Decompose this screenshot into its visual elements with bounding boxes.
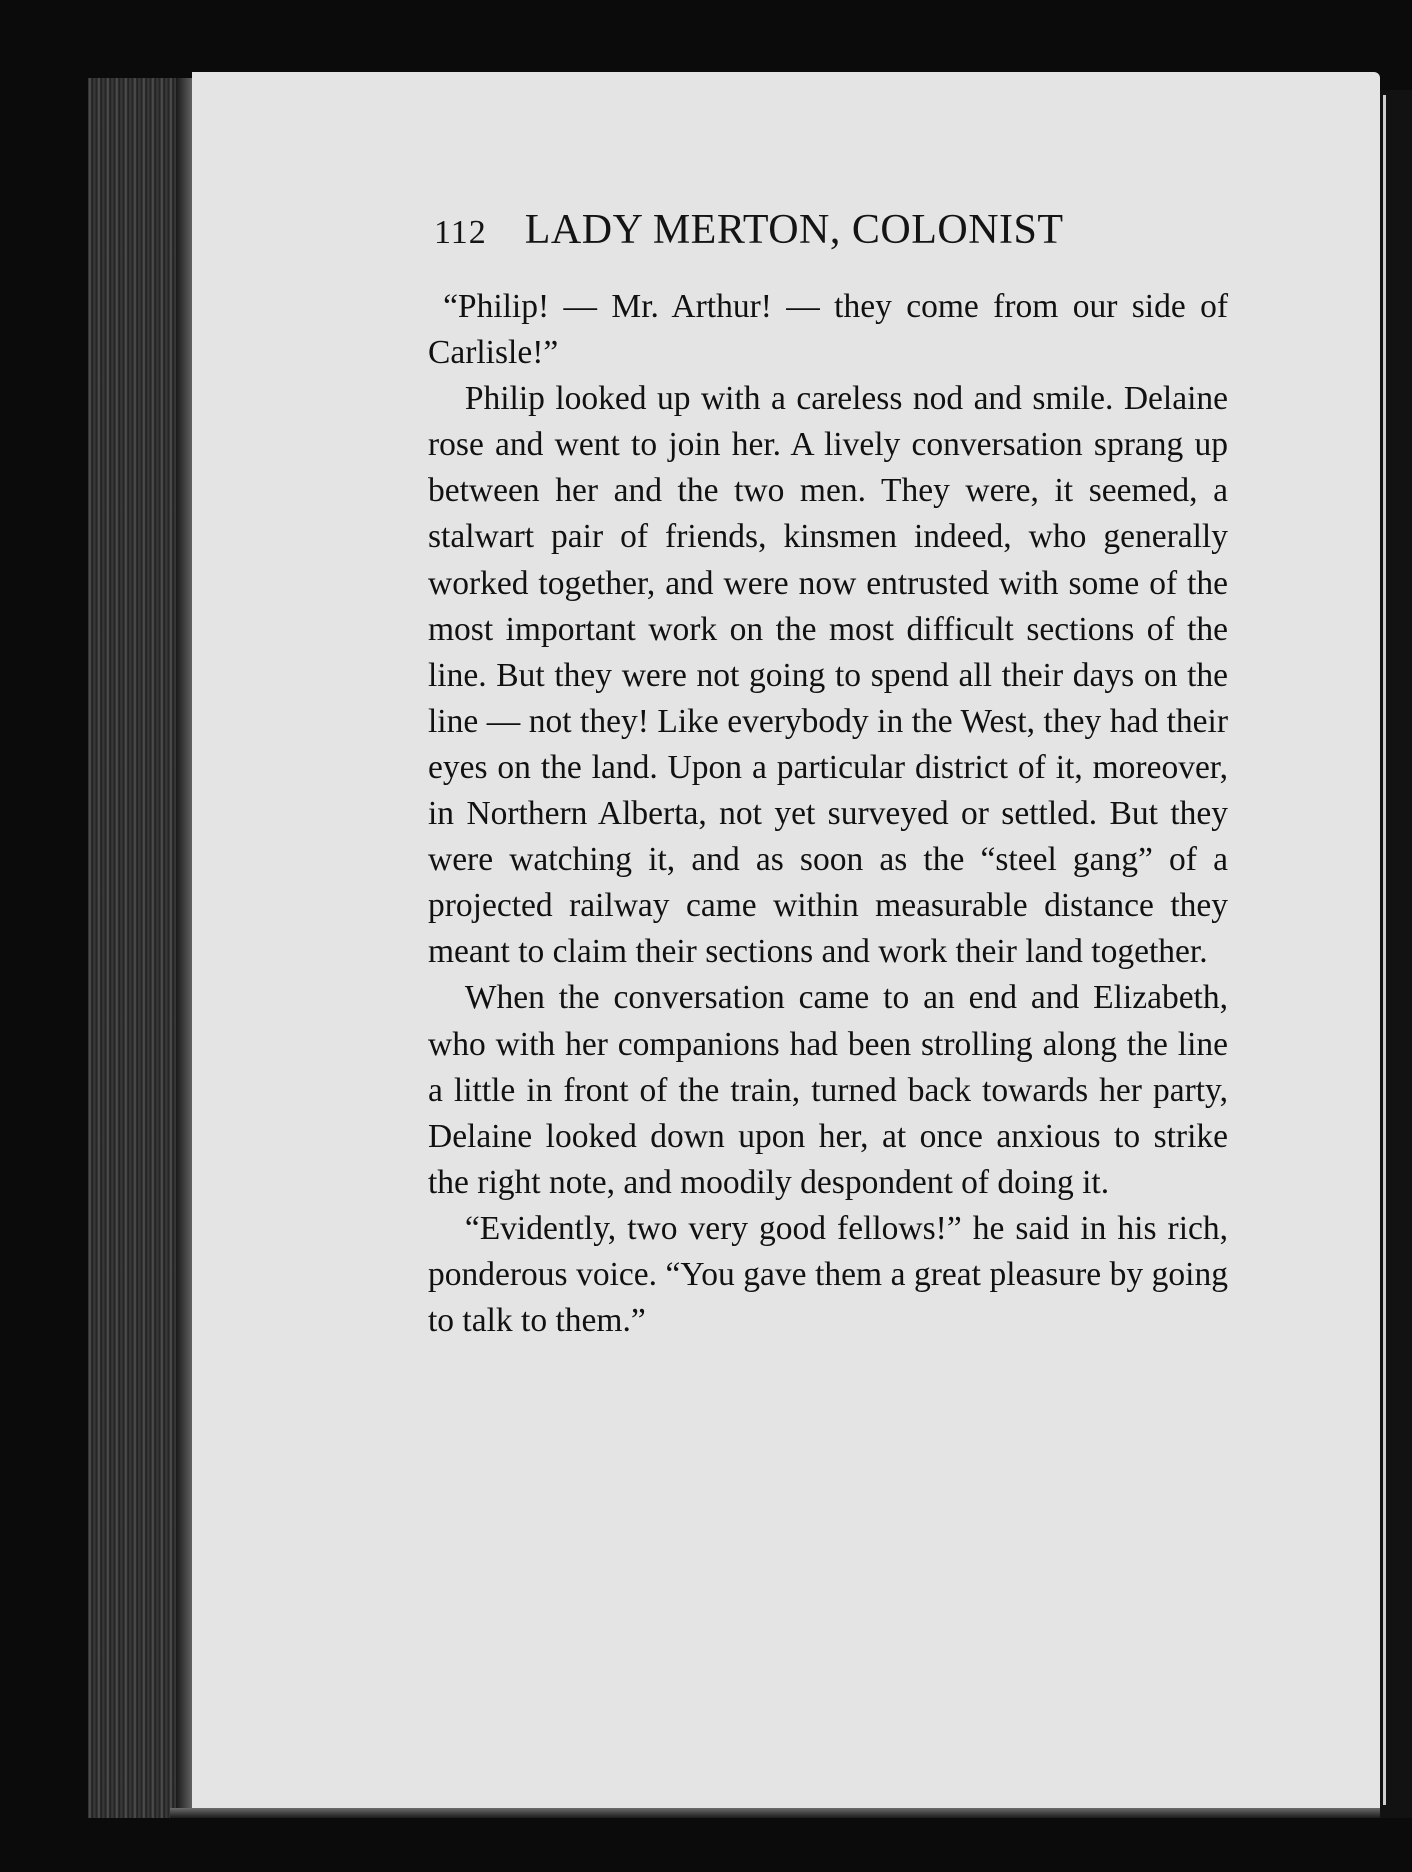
- page-number: 112: [434, 214, 487, 251]
- paragraph-1: “Philip! — Mr. Arthur! — they come from our side of Carlisle!”: [428, 288, 1228, 372]
- page-bottom-edge: [170, 1808, 1390, 1818]
- body-text: [428, 284, 1228, 1344]
- paragraph-4: “Evidently, two very good fellows!” he said in his rich, ponderous voice. “You gave them a great pleasure by going to talk to them.”: [428, 1209, 1228, 1340]
- paragraph-2: Philip looked up with a careless nod and smile. Delaine rose and went to join her. A lively conversation sprang up between her and the two men. They were, it seemed, a stalwart pair of friends, kinsmen indeed, who generally worked together, and were now entrusted with some of the most important work on the most difficult sections of the line. But they were not going to spend all their days on the line — not they! Like everybody in the West, they had their eyes on the land. Upon a particular district of it, moreover, in Northern Alberta, not yet surveyed or settled. But they were watching it, and as soon as the “steel gang” of a projected railway came within measurable distance they meant to claim their sections and work their land together.: [428, 380, 1228, 971]
- next-page-edge-line: [1383, 95, 1386, 1805]
- book-title: LADY MERTON, COLONIST: [524, 207, 1064, 253]
- running-head: [434, 206, 1234, 266]
- paragraph-3: When the conversation came to an end and Elizabeth, who with her companions had been strolling along the line a little in front of the train, turned back towards her party, Delaine looked down upon her, at once anxious to strike the right note, and moodily despondent of doing it.: [428, 979, 1228, 1201]
